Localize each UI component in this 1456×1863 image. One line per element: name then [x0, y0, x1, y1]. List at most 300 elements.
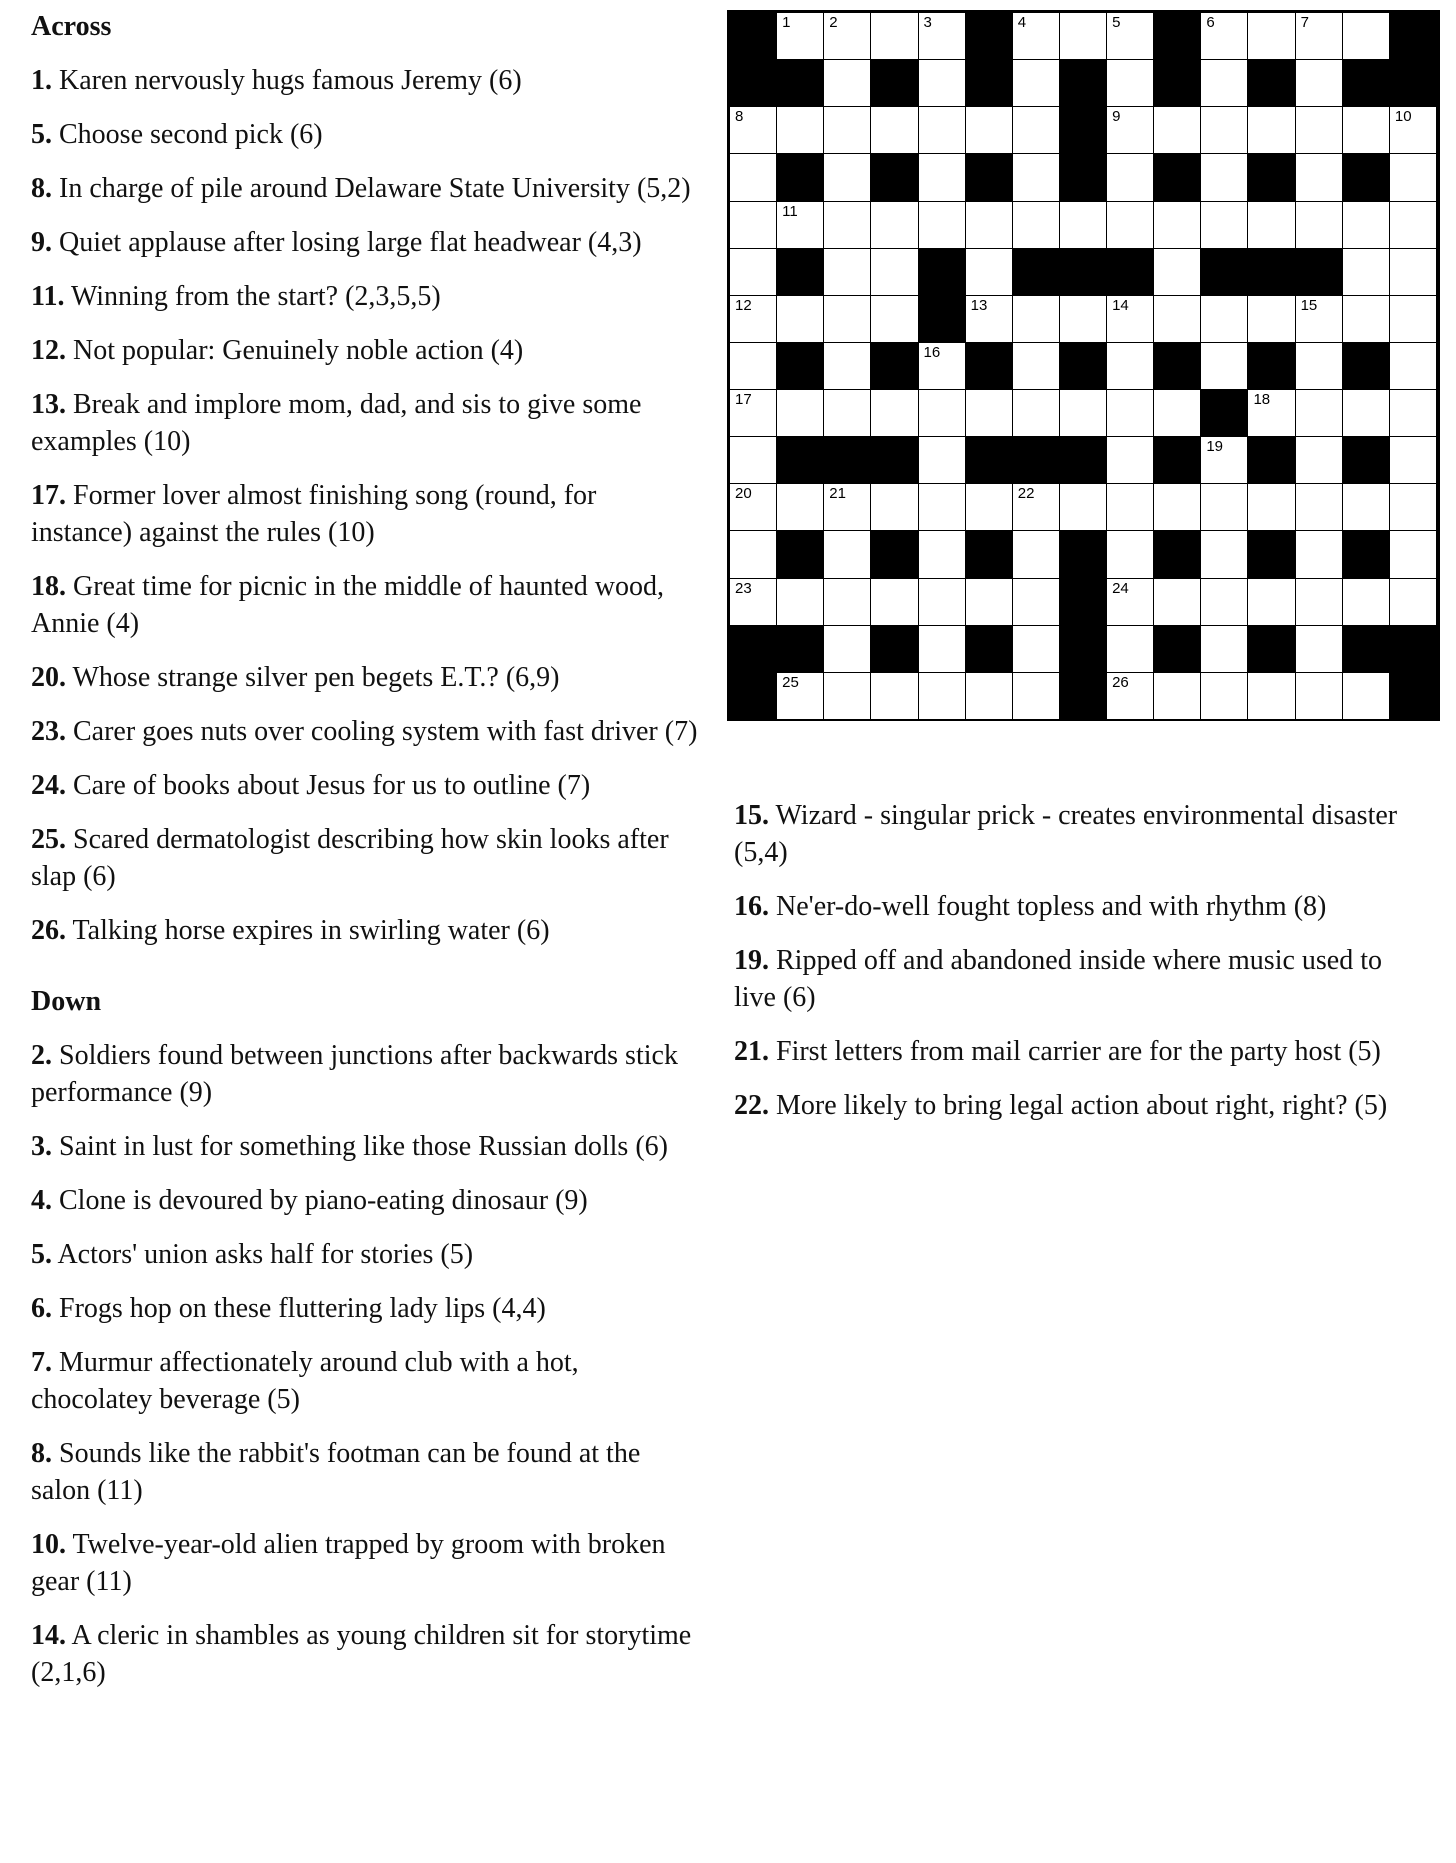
black-square — [966, 343, 1013, 390]
answer-square[interactable] — [1107, 202, 1154, 249]
across-clue — [31, 821, 701, 895]
clue-text: Actors' union asks half for stories (5) — [52, 1239, 474, 1270]
answer-square[interactable] — [777, 202, 824, 249]
answer-square[interactable] — [1343, 673, 1390, 720]
clues-right-column — [734, 797, 1414, 1141]
answer-square[interactable] — [966, 249, 1013, 296]
answer-square[interactable] — [871, 579, 918, 626]
answer-square[interactable] — [824, 107, 871, 154]
answer-square[interactable] — [1154, 484, 1201, 531]
answer-square[interactable] — [1296, 154, 1343, 201]
clue-number: 20. — [31, 662, 66, 693]
black-square — [730, 673, 777, 720]
answer-square[interactable] — [1107, 673, 1154, 720]
across-clue — [31, 713, 701, 750]
clue-text: Great time for picnic in the middle of haunted wood, Annie (4) — [31, 571, 664, 639]
answer-square[interactable] — [1201, 626, 1248, 673]
answer-square[interactable] — [1296, 531, 1343, 578]
clue-text: Carer goes nuts over cooling system with fast driver (7) — [66, 716, 698, 747]
answer-square[interactable] — [1013, 579, 1060, 626]
answer-square[interactable] — [1343, 579, 1390, 626]
answer-square[interactable] — [1013, 60, 1060, 107]
answer-square[interactable] — [1201, 343, 1248, 390]
black-square — [1060, 673, 1107, 720]
answer-square[interactable] — [1013, 107, 1060, 154]
black-square — [1390, 673, 1437, 720]
answer-square[interactable] — [871, 249, 918, 296]
square-number: 12 — [735, 296, 752, 314]
answer-square[interactable] — [1248, 202, 1295, 249]
answer-square[interactable] — [1343, 249, 1390, 296]
black-square — [730, 626, 777, 673]
black-square — [777, 437, 824, 484]
square-number: 19 — [1206, 438, 1224, 456]
square-number: 20 — [735, 485, 752, 503]
across-clue — [31, 912, 701, 949]
answer-square[interactable] — [1296, 437, 1343, 484]
answer-square[interactable] — [966, 579, 1013, 626]
answer-square[interactable] — [966, 296, 1013, 343]
answer-square[interactable] — [824, 390, 871, 437]
clue-text: Sounds like the rabbit's footman can be found at the salon (11) — [31, 1438, 641, 1506]
answer-square[interactable] — [1343, 484, 1390, 531]
answer-square[interactable] — [871, 296, 918, 343]
black-square — [1343, 626, 1390, 673]
answer-square[interactable] — [1296, 390, 1343, 437]
answer-square[interactable] — [871, 107, 918, 154]
clues-left-column — [31, 8, 701, 1708]
answer-square[interactable] — [1248, 390, 1295, 437]
answer-square[interactable] — [1201, 484, 1248, 531]
clue-number: 16. — [734, 891, 769, 922]
down-clue — [31, 1236, 701, 1273]
black-square — [1390, 626, 1437, 673]
answer-square[interactable] — [1107, 296, 1154, 343]
down-clue — [734, 1033, 1414, 1070]
square-number: 3 — [923, 14, 932, 31]
answer-square[interactable] — [824, 343, 871, 390]
answer-square[interactable] — [1013, 673, 1060, 720]
answer-square[interactable] — [1013, 202, 1060, 249]
clue-number: 6. — [31, 1293, 52, 1324]
answer-square[interactable] — [1390, 107, 1437, 154]
answer-square[interactable] — [919, 626, 966, 673]
across-clue-list — [31, 62, 701, 949]
answer-square[interactable] — [1154, 296, 1201, 343]
answer-square[interactable] — [1154, 673, 1201, 720]
answer-square[interactable] — [919, 531, 966, 578]
answer-square[interactable] — [1013, 484, 1060, 531]
answer-square[interactable] — [777, 390, 824, 437]
across-clue — [31, 224, 701, 261]
answer-square[interactable] — [1107, 579, 1154, 626]
answer-square[interactable] — [1154, 579, 1201, 626]
black-square — [777, 531, 824, 578]
answer-square[interactable] — [871, 484, 918, 531]
black-square — [1201, 249, 1248, 296]
clue-text: Ne'er-do-well fought topless and with rhythm (8) — [769, 891, 1327, 922]
answer-square[interactable] — [1390, 484, 1437, 531]
answer-square[interactable] — [730, 531, 777, 578]
answer-square[interactable] — [1390, 296, 1437, 343]
square-number: 18 — [1253, 391, 1271, 409]
black-square — [1343, 343, 1390, 390]
answer-square[interactable] — [1343, 296, 1390, 343]
answer-square[interactable] — [1154, 249, 1201, 296]
down-clue-list — [31, 1037, 701, 1691]
answer-square[interactable] — [1201, 296, 1248, 343]
answer-square[interactable] — [777, 13, 824, 60]
answer-square[interactable] — [1013, 531, 1060, 578]
answer-square[interactable] — [1013, 390, 1060, 437]
clue-number: 26. — [31, 915, 66, 946]
across-heading: Across — [31, 11, 112, 42]
down-clue — [31, 1037, 701, 1111]
clue-text: Saint in lust for something like those Russian dolls (6) — [52, 1131, 668, 1162]
answer-square[interactable] — [1390, 531, 1437, 578]
answer-square[interactable] — [824, 531, 871, 578]
black-square — [1248, 249, 1295, 296]
clue-text: Clone is devoured by piano-eating dinosaur (9) — [52, 1185, 588, 1216]
clue-text: In charge of pile around Delaware State University (5,2) — [52, 173, 691, 204]
clue-text: A cleric in shambles as young children sit for storytime (2,1,6) — [31, 1620, 692, 1688]
answer-square[interactable] — [1201, 579, 1248, 626]
black-square — [777, 626, 824, 673]
answer-square[interactable] — [1390, 202, 1437, 249]
answer-square[interactable] — [1248, 484, 1295, 531]
clue-number: 12. — [31, 335, 66, 366]
answer-square[interactable] — [1060, 390, 1107, 437]
answer-square[interactable] — [824, 249, 871, 296]
across-clue — [31, 278, 701, 315]
answer-square[interactable] — [871, 202, 918, 249]
clue-number: 18. — [31, 571, 66, 602]
answer-square[interactable] — [1296, 673, 1343, 720]
square-number: 6 — [1206, 14, 1215, 31]
square-number: 15 — [1300, 296, 1318, 314]
black-square — [1248, 531, 1295, 578]
answer-square[interactable] — [919, 390, 966, 437]
answer-square[interactable] — [824, 579, 871, 626]
answer-square[interactable] — [777, 296, 824, 343]
black-square — [1248, 437, 1295, 484]
across-clue — [31, 659, 701, 696]
across-clue — [31, 62, 701, 99]
black-square — [871, 343, 918, 390]
clue-number: 24. — [31, 770, 66, 801]
answer-square[interactable] — [730, 390, 777, 437]
clue-number: 13. — [31, 389, 66, 420]
answer-square[interactable] — [824, 202, 871, 249]
across-clue — [31, 116, 701, 153]
answer-square[interactable] — [1201, 437, 1248, 484]
answer-square[interactable] — [1296, 579, 1343, 626]
clue-number: 19. — [734, 945, 769, 976]
answer-square[interactable] — [1060, 202, 1107, 249]
clue-number: 5. — [31, 119, 52, 150]
answer-square[interactable] — [1107, 154, 1154, 201]
black-square — [1013, 249, 1060, 296]
clue-number: 9. — [31, 227, 52, 258]
down-clue — [734, 1087, 1414, 1124]
clue-text: Karen nervously hugs famous Jeremy (6) — [52, 65, 522, 96]
clue-text: More likely to bring legal action about right, right? (5) — [769, 1090, 1388, 1121]
square-number: 9 — [1112, 108, 1121, 126]
black-square — [1107, 249, 1154, 296]
answer-square[interactable] — [1107, 13, 1154, 60]
clue-text: Break and implore mom, dad, and sis to give some examples (10) — [31, 389, 642, 457]
clue-number: 11. — [31, 281, 65, 312]
black-square — [1248, 626, 1295, 673]
black-square — [1154, 437, 1201, 484]
answer-square[interactable] — [1390, 579, 1437, 626]
clue-number: 4. — [31, 1185, 52, 1216]
answer-square[interactable] — [1390, 343, 1437, 390]
square-number: 25 — [782, 673, 799, 691]
answer-square[interactable] — [1296, 296, 1343, 343]
black-square — [1154, 154, 1201, 201]
clue-text: Winning from the start? (2,3,5,5) — [64, 281, 441, 312]
clue-number: 22. — [734, 1090, 769, 1121]
black-square — [966, 437, 1013, 484]
square-number: 7 — [1300, 14, 1309, 31]
black-square — [777, 343, 824, 390]
answer-square[interactable] — [1107, 437, 1154, 484]
answer-square[interactable] — [1296, 60, 1343, 107]
square-number: 5 — [1112, 14, 1121, 31]
answer-square[interactable] — [1201, 531, 1248, 578]
answer-square[interactable] — [1296, 626, 1343, 673]
down-clue — [734, 888, 1414, 925]
answer-square[interactable] — [1343, 107, 1390, 154]
black-square — [824, 437, 871, 484]
answer-square[interactable] — [730, 579, 777, 626]
clue-text: Talking horse expires in swirling water (6) — [66, 915, 550, 946]
answer-square[interactable] — [730, 343, 777, 390]
black-square — [1248, 154, 1295, 201]
answer-square[interactable] — [1107, 531, 1154, 578]
black-square — [777, 249, 824, 296]
answer-square[interactable] — [966, 484, 1013, 531]
answer-square[interactable] — [919, 13, 966, 60]
across-clue — [31, 170, 701, 207]
answer-square[interactable] — [1013, 154, 1060, 201]
clue-text: First letters from mail carrier are for the party host (5) — [769, 1036, 1381, 1067]
answer-square[interactable] — [1248, 296, 1295, 343]
answer-square[interactable] — [777, 484, 824, 531]
answer-square[interactable] — [1296, 202, 1343, 249]
answer-square[interactable] — [730, 296, 777, 343]
answer-square[interactable] — [1060, 296, 1107, 343]
answer-square[interactable] — [1060, 484, 1107, 531]
black-square — [1060, 343, 1107, 390]
black-square — [1201, 390, 1248, 437]
square-number: 24 — [1112, 579, 1129, 597]
clue-text: Ripped off and abandoned inside where music used to live (6) — [734, 945, 1383, 1013]
down-clue-list-continued — [734, 797, 1414, 1124]
answer-square[interactable] — [730, 484, 777, 531]
answer-square[interactable] — [919, 154, 966, 201]
black-square — [1154, 60, 1201, 107]
black-square — [1343, 154, 1390, 201]
black-square — [1296, 249, 1343, 296]
answer-square[interactable] — [730, 154, 777, 201]
answer-square[interactable] — [1201, 154, 1248, 201]
answer-square[interactable] — [1107, 626, 1154, 673]
square-number: 22 — [1017, 485, 1035, 503]
answer-square[interactable] — [871, 390, 918, 437]
answer-square[interactable] — [1013, 343, 1060, 390]
answer-square[interactable] — [871, 13, 918, 60]
black-square — [966, 531, 1013, 578]
clue-number: 8. — [31, 1438, 52, 1469]
square-number: 11 — [782, 202, 798, 220]
square-number: 10 — [1394, 108, 1412, 126]
black-square — [1060, 249, 1107, 296]
answer-square[interactable] — [730, 202, 777, 249]
answer-square[interactable] — [1154, 107, 1201, 154]
black-square — [1154, 13, 1201, 60]
clue-text: Soldiers found between junctions after backwards stick performance (9) — [31, 1040, 678, 1108]
answer-square[interactable] — [824, 154, 871, 201]
answer-square[interactable] — [1013, 296, 1060, 343]
square-number: 1 — [782, 14, 791, 31]
answer-square[interactable] — [919, 437, 966, 484]
answer-square[interactable] — [1296, 13, 1343, 60]
answer-square[interactable] — [1296, 343, 1343, 390]
down-heading: Down — [31, 986, 102, 1017]
answer-square[interactable] — [919, 484, 966, 531]
square-number: 13 — [970, 296, 988, 314]
black-square — [1060, 154, 1107, 201]
black-square — [966, 154, 1013, 201]
answer-square[interactable] — [1013, 626, 1060, 673]
answer-square[interactable] — [871, 673, 918, 720]
answer-square[interactable] — [1201, 673, 1248, 720]
black-square — [1154, 343, 1201, 390]
clue-number: 23. — [31, 716, 66, 747]
black-square — [777, 60, 824, 107]
answer-square[interactable] — [1343, 390, 1390, 437]
clue-number: 10. — [31, 1529, 66, 1560]
across-clue — [31, 386, 701, 460]
clue-number: 3. — [31, 1131, 52, 1162]
answer-square[interactable] — [919, 673, 966, 720]
answer-square[interactable] — [777, 579, 824, 626]
answer-square[interactable] — [1013, 13, 1060, 60]
clue-text: Whose strange silver pen begets E.T.? (6,9) — [66, 662, 560, 693]
down-clue — [734, 942, 1414, 1016]
answer-square[interactable] — [1201, 107, 1248, 154]
black-square — [1248, 60, 1295, 107]
answer-square[interactable] — [966, 202, 1013, 249]
answer-square[interactable] — [1248, 107, 1295, 154]
answer-square[interactable] — [1201, 202, 1248, 249]
answer-square[interactable] — [966, 390, 1013, 437]
answer-square[interactable] — [824, 673, 871, 720]
answer-square[interactable] — [1248, 13, 1295, 60]
answer-square[interactable] — [1107, 343, 1154, 390]
answer-square[interactable] — [730, 249, 777, 296]
answer-square[interactable] — [730, 107, 777, 154]
clue-number: 8. — [31, 173, 52, 204]
black-square — [871, 154, 918, 201]
clue-number: 14. — [31, 1620, 66, 1651]
down-clue — [31, 1128, 701, 1165]
answer-square[interactable] — [919, 60, 966, 107]
black-square — [1343, 531, 1390, 578]
answer-square[interactable] — [1390, 249, 1437, 296]
clue-text: Not popular: Genuinely noble action (4) — [66, 335, 524, 366]
answer-square[interactable] — [777, 107, 824, 154]
black-square — [871, 531, 918, 578]
black-square — [777, 154, 824, 201]
answer-square[interactable] — [1248, 579, 1295, 626]
clue-text: Murmur affectionately around club with a hot, chocolatey beverage (5) — [31, 1347, 579, 1415]
answer-square[interactable] — [966, 107, 1013, 154]
answer-square[interactable] — [1343, 202, 1390, 249]
across-clue — [31, 767, 701, 804]
answer-square[interactable] — [1248, 673, 1295, 720]
answer-square[interactable] — [824, 484, 871, 531]
black-square — [1390, 60, 1437, 107]
clue-number: 2. — [31, 1040, 52, 1071]
black-square — [871, 626, 918, 673]
answer-square[interactable] — [1107, 390, 1154, 437]
answer-square[interactable] — [1154, 202, 1201, 249]
answer-square[interactable] — [1201, 60, 1248, 107]
across-clue — [31, 332, 701, 369]
answer-square[interactable] — [1343, 13, 1390, 60]
black-square — [1060, 107, 1107, 154]
black-square — [1060, 626, 1107, 673]
answer-square[interactable] — [1154, 390, 1201, 437]
black-square — [1343, 60, 1390, 107]
answer-square[interactable] — [1390, 154, 1437, 201]
answer-square[interactable] — [919, 107, 966, 154]
answer-square[interactable] — [777, 673, 824, 720]
answer-square[interactable] — [1390, 437, 1437, 484]
answer-square[interactable] — [730, 437, 777, 484]
black-square — [1013, 437, 1060, 484]
square-number: 26 — [1112, 673, 1129, 691]
clue-text: Wizard - singular prick - creates environmental disaster (5,4) — [734, 800, 1398, 868]
answer-square[interactable] — [1201, 13, 1248, 60]
answer-square[interactable] — [1390, 390, 1437, 437]
answer-square[interactable] — [1296, 107, 1343, 154]
square-number: 8 — [735, 108, 744, 126]
answer-square[interactable] — [1296, 484, 1343, 531]
answer-square[interactable] — [824, 13, 871, 60]
black-square — [730, 13, 777, 60]
answer-square[interactable] — [919, 579, 966, 626]
answer-square[interactable] — [1060, 13, 1107, 60]
answer-square[interactable] — [824, 626, 871, 673]
answer-square[interactable] — [919, 343, 966, 390]
black-square — [919, 249, 966, 296]
answer-square[interactable] — [919, 202, 966, 249]
answer-square[interactable] — [824, 60, 871, 107]
black-square — [1060, 437, 1107, 484]
black-square — [919, 296, 966, 343]
clue-text: Twelve-year-old alien trapped by groom with broken gear (11) — [31, 1529, 666, 1597]
answer-square[interactable] — [966, 673, 1013, 720]
answer-square[interactable] — [1107, 484, 1154, 531]
down-clue — [734, 797, 1414, 871]
answer-square[interactable] — [1107, 60, 1154, 107]
answer-square[interactable] — [1107, 107, 1154, 154]
answer-square[interactable] — [824, 296, 871, 343]
